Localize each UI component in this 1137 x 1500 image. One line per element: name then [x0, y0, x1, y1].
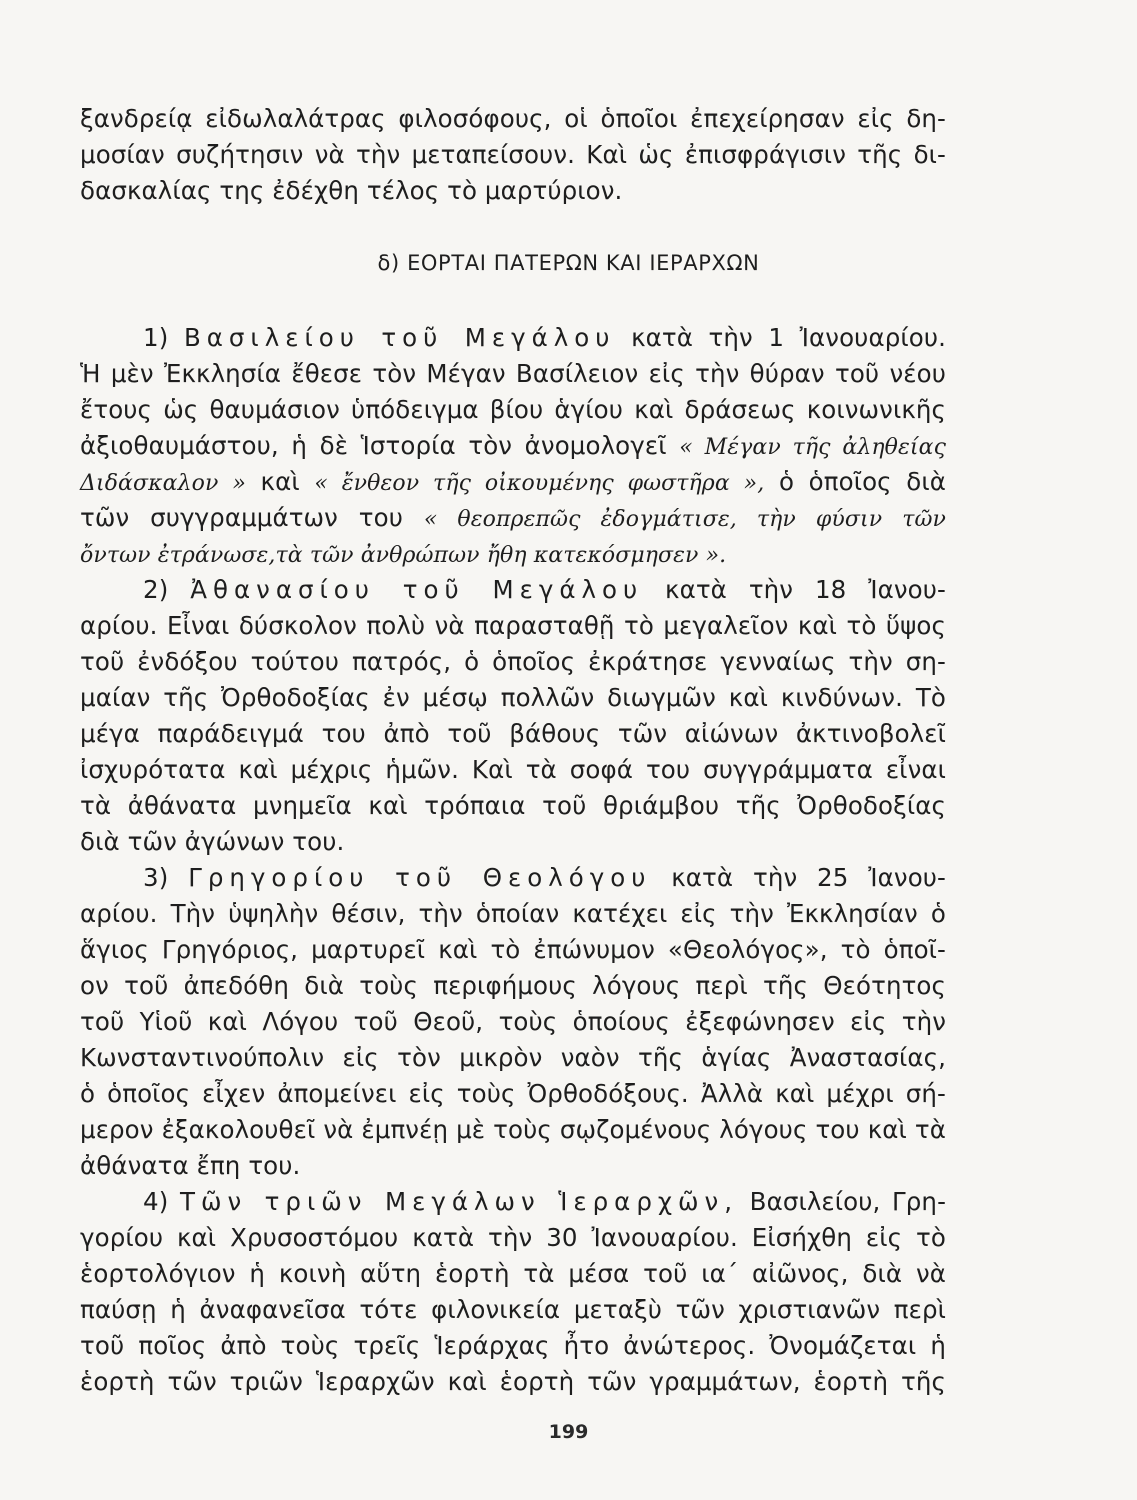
text-line: ἀθάνατα ἔπη του.	[80, 1151, 301, 1180]
text-line: τοῦ ποῖος ἀπὸ τοὺς τρεῖς Ἱεράρχας ἦτο ἀνώτερος. Ὀνομάζεται ἡ	[80, 1331, 946, 1360]
text-line: μέγα παράδειγμά του ἀπὸ τοῦ βάθους τῶν αἰώνων ἀκτινοβολεῖ	[80, 719, 946, 748]
quotation: « ἔνθεον τῆς οἰκουμένης φωστῆρα »,	[314, 471, 765, 496]
text-line: ἰσχυρότατα καὶ μέχρις ἡμῶν. Καὶ τὰ σοφά του συγγράμματα εἶναι	[80, 755, 946, 784]
item-1-first-line	[143, 320, 946, 356]
text-span: ἀξιοθαυμάστου, ἡ δὲ Ἱστορία τὸν ἀνομολογεῖ	[80, 431, 667, 460]
text-line: μοσίαν συζήτησιν νὰ τὴν μεταπείσουν. Καὶ ὡς ἐπισφράγισιν τῆς δι-	[80, 140, 946, 169]
section-heading: δ) ΕΟΡΤΑΙ ΠΑΤΕΡΩΝ ΚΑΙ ΙΕΡΑΡΧΩΝ	[377, 251, 760, 275]
text-line: Κωνσταντινούπολιν εἰς τὸν μικρὸν ναὸν τῆς ἁγίας Ἀναστασίας,	[80, 1043, 946, 1072]
text-line: ἔτους ὡς θαυμάσιον ὑπόδειγμα βίου ἁγίου καὶ δράσεως κοινωνικῆς	[80, 395, 946, 424]
text-line: παύσῃ ἡ ἀναφανεῖσα τότε φιλονικεία μεταξὺ τῶν χριστιανῶν περὶ	[80, 1295, 946, 1324]
item-number: 2)	[143, 575, 169, 604]
text-line: Ἡ μὲν Ἐκκλησία ἔθεσε τὸν Μέγαν Βασίλειον εἰς τὴν θύραν τοῦ νέου	[80, 359, 946, 388]
text-line: τὰ ἀθάνατα μνημεῖα καὶ τρόπαια τοῦ θριάμβου τῆς Ὀρθοδοξίας	[80, 791, 946, 820]
text-line	[80, 500, 946, 536]
quotation: Διδάσκαλον »	[80, 471, 246, 496]
item-4-first-line	[143, 1184, 946, 1220]
text-line	[80, 464, 946, 500]
text-line: ον τοῦ ἀπεδόθη διὰ τοὺς περιφήμους λόγους περὶ τῆς Θεότητος	[80, 971, 946, 1000]
item-number: 1)	[143, 323, 169, 352]
text-span: καὶ	[260, 467, 300, 496]
text-line: ἑορτὴ τῶν τριῶν Ἱεραρχῶν καὶ ἑορτὴ τῶν γραμμάτων, ἑορτὴ τῆς	[80, 1367, 946, 1396]
page-number: 199	[548, 1421, 589, 1443]
item-date: κατὰ τὴν 18 Ἰανου-	[665, 575, 946, 604]
item-date: Βασιλείου, Γρη-	[749, 1187, 947, 1216]
text-line: αρίου. Τὴν ὑψηλὴν θέσιν, τὴν ὁποίαν κατέχει εἰς τὴν Ἐκκλησίαν ὁ	[80, 899, 946, 928]
item-date: κατὰ τὴν 25 Ἰανου-	[671, 863, 946, 892]
item-title: Γρηγορίου τοῦ Θεολόγου	[188, 863, 652, 892]
text-line: τοῦ Υἱοῦ καὶ Λόγου τοῦ Θεοῦ, τοὺς ὁποίους ἐξεφώνησεν εἰς τὴν	[80, 1007, 946, 1036]
item-number: 3)	[143, 863, 169, 892]
text-line: ἑορτολόγιον ἡ κοινὴ αὕτη ἑορτὴ τὰ μέσα τοῦ ια΄ αἰῶνος, διὰ νὰ	[80, 1259, 946, 1288]
quotation: ὄντων ἐτράνωσε,τὰ τῶν ἀνθρώπων ἤθη κατεκόσμησεν ».	[80, 543, 727, 568]
item-number: 4)	[143, 1187, 169, 1216]
text-line: ξανδρείᾳ εἰδωλαλάτρας φιλοσόφους, οἱ ὁποῖοι ἐπεχείρησαν εἰς δη-	[80, 104, 946, 133]
text-line	[80, 536, 946, 572]
quotation: « θεοπρεπῶς ἐδογμάτισε, τὴν φύσιν τῶν	[423, 507, 947, 532]
quotation: « Μέγαν τῆς ἀληθείας	[679, 435, 947, 460]
item-title: Ἀθανασίου τοῦ Μεγάλου	[190, 575, 644, 604]
text-line: μαίαν τῆς Ὀρθοδοξίας ἐν μέσῳ πολλῶν διωγμῶν καὶ κινδύνων. Τὸ	[80, 683, 946, 712]
text-line: διὰ τῶν ἀγώνων του.	[80, 827, 345, 856]
text-line: τοῦ ἐνδόξου τούτου πατρός, ὁ ὁποῖος ἐκράτησε γενναίως τὴν ση-	[80, 647, 946, 676]
text-line: γορίου καὶ Χρυσοστόμου κατὰ τὴν 30 Ἰανουαρίου. Εἰσήχθη εἰς τὸ	[80, 1223, 946, 1252]
text-span: ὁ ὁποῖος διὰ	[778, 467, 947, 496]
text-line: δασκαλίας της ἐδέχθη τέλος τὸ μαρτύριον.	[80, 176, 623, 205]
text-span: τῶν συγγραμμάτων του	[80, 503, 403, 532]
item-title: Βασιλείου τοῦ Μεγάλου	[183, 323, 616, 352]
text-line: ἅγιος Γρηγόριος, μαρτυρεῖ καὶ τὸ ἐπώνυμον «Θεολόγος», τὸ ὁποῖ-	[80, 935, 946, 964]
text-line: αρίου. Εἶναι δύσκολον πολὺ νὰ παρασταθῇ τὸ μεγαλεῖον καὶ τὸ ὕψος	[80, 611, 946, 640]
item-2-first-line	[143, 572, 946, 608]
text-line: ὁ ὁποῖος εἶχεν ἀπομείνει εἰς τοὺς Ὀρθοδόξους. Ἀλλὰ καὶ μέχρι σή-	[80, 1079, 946, 1108]
text-line: μερον ἐξακολουθεῖ νὰ ἐμπνέῃ μὲ τοὺς σῳζομένους λόγους του καὶ τὰ	[80, 1115, 946, 1144]
item-date: κατὰ τὴν 1 Ἰανουαρίου.	[631, 323, 946, 352]
item-3-first-line	[143, 860, 946, 896]
text-line	[80, 428, 946, 464]
item-title: Τῶν τριῶν Μεγάλων Ἱεραρχῶν,	[179, 1187, 739, 1216]
